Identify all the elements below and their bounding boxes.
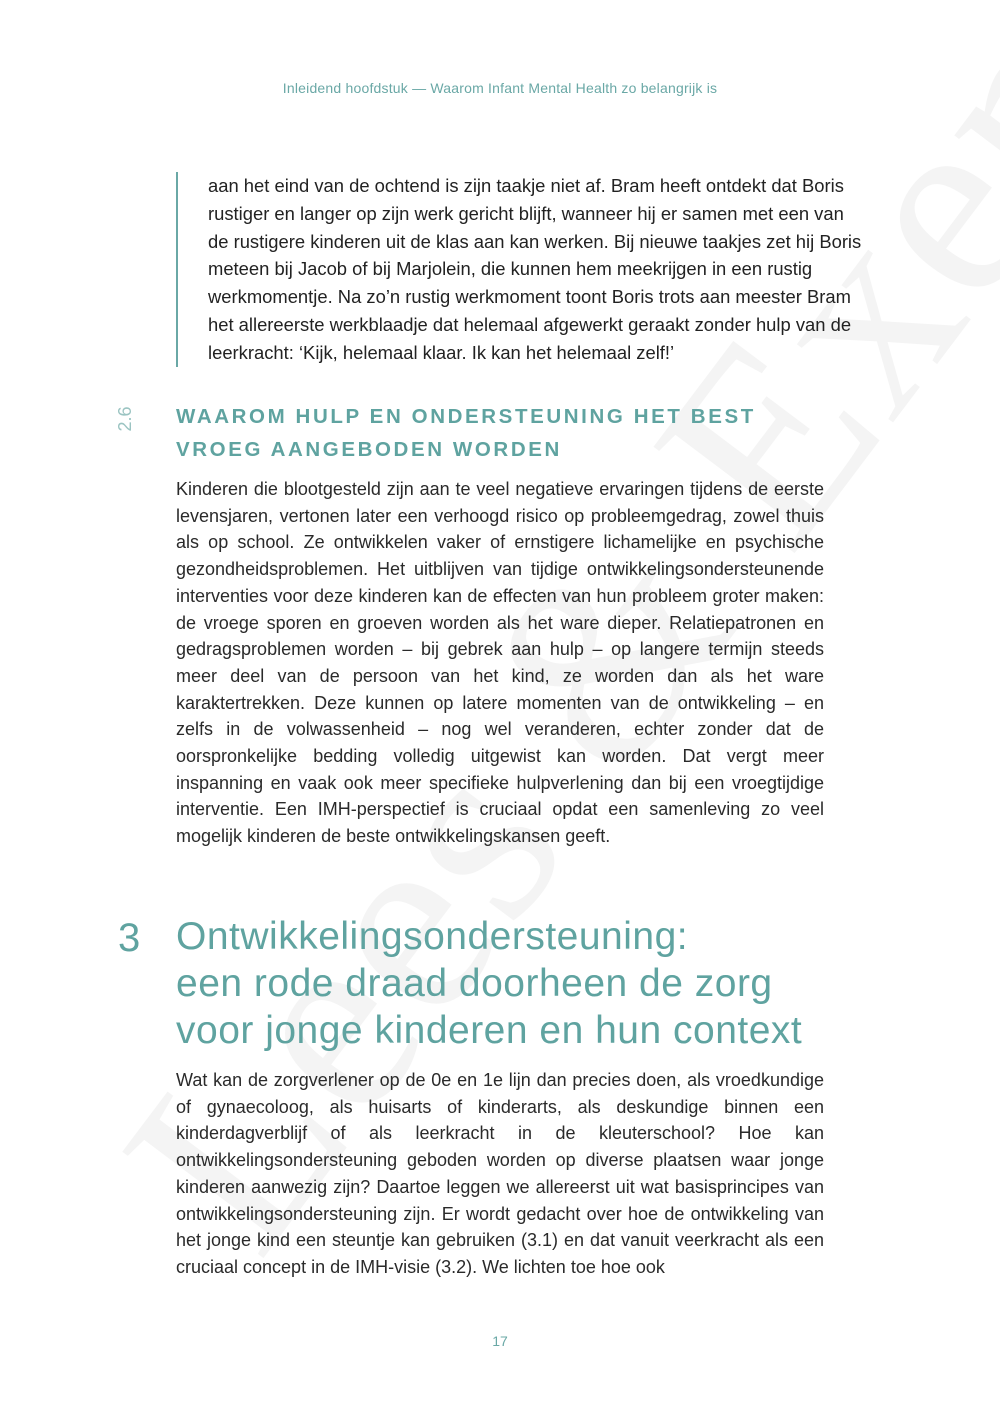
section-paragraph: Kinderen die blootgesteld zijn aan te veel negatieve ervaringen tijdens de eerste levensjaren, vertonen later een verhoogd risico op probleemgedrag, zowel thuis als op school. Ze ontwikkelen vaker of ernstigere lichamelijke en psychische gezondheidsproblemen. Het uitblijven van tijdige ontwikkelingsondersteunende interventies voor deze kinderen kan de effecten van hun probleem groter maken: de vroege sporen en groeven worden als het ware dieper. Relatiepatronen en gedragsproblemen worden – bij gebrek aan hulp – op langere termijn steeds meer deel van de persoon van het kind, ze worden dan als het ware karaktertrekken. Deze kunnen op latere momenten van de ontwikkeling – en zelfs in de volwassenheid – nog wel veranderen, echter zonder dat de oorspronkelijke bedding volledig uitgewist kan worden. Dat vergt meer inspanning en vaak ook meer specifieke hulpverlening dan bij een vroegtijdige interventie. Een IMH-perspectief is cruciaal opdat een samenleving zo veel mogelijk kinderen de beste ontwikkelingskansen geeft. [176, 479, 824, 847]
case-quote-block [176, 172, 868, 367]
chapter-heading-line: een rode draad doorheen de zorg [176, 962, 773, 1005]
section-number: 2.6 [115, 406, 135, 432]
case-quote-text: aan het eind van de ochtend is zijn taakje niet af. Bram heeft ontdekt dat Boris rustiger en langer op zijn werk gericht blijft, wanneer hij er samen met een van de rustigere kinderen uit de klas aan kan werken. Bij nieuwe taakjes zet hij Boris meteen bij Jacob of bij Marjolein, die kunnen hem meekrijgen in een rustig werkmomentje. Na zo’n rustig werkmoment toont Boris trots aan meester Bram het allereerste werkblaadje dat helemaal afgewerkt geraakt zonder hulp van de leerkracht: ‘Kijk, helemaal klaar. Ik kan het helemaal zelf!’ [208, 175, 862, 363]
chapter-number: 3 [118, 916, 141, 960]
chapter-heading-line: voor jonge kinderen en hun context [176, 1009, 803, 1052]
chapter-heading-line: Ontwikkelingsondersteuning: [176, 915, 689, 958]
chapter-heading [176, 913, 816, 1054]
section-heading: WAAROM HULP EN ONDERSTEUNING HET BEST VROEG AANGEBODEN WORDEN [176, 405, 756, 461]
page-number: 17 [492, 1333, 508, 1349]
running-header: Inleidend hoofdstuk — Waarom Infant Mental Health zo belangrijk is [282, 80, 718, 96]
chapter-paragraph: Wat kan de zorgverlener op de 0e en 1e lijn dan precies doen, als vroedkundige of gynaecoloog, als huisarts of kinderarts, als deskundige binnen een kinderdagverblijf of als leerkracht in de kleuterschool? Hoe kan ontwikkelingsondersteuning geboden worden op diverse plaatsen waar jonge kinderen aanwezig zijn? Daartoe leggen we allereerst uit wat basisprincipes van ontwikkelingsondersteuning zijn. Er wordt gedacht over hoe de ontwikkeling van het jonge kind een steuntje kan gebruiken (3.1) en dat vanuit veerkracht als een cruciaal concept in de IMH-visie (3.2). We lichten toe hoe ook [176, 1070, 824, 1277]
